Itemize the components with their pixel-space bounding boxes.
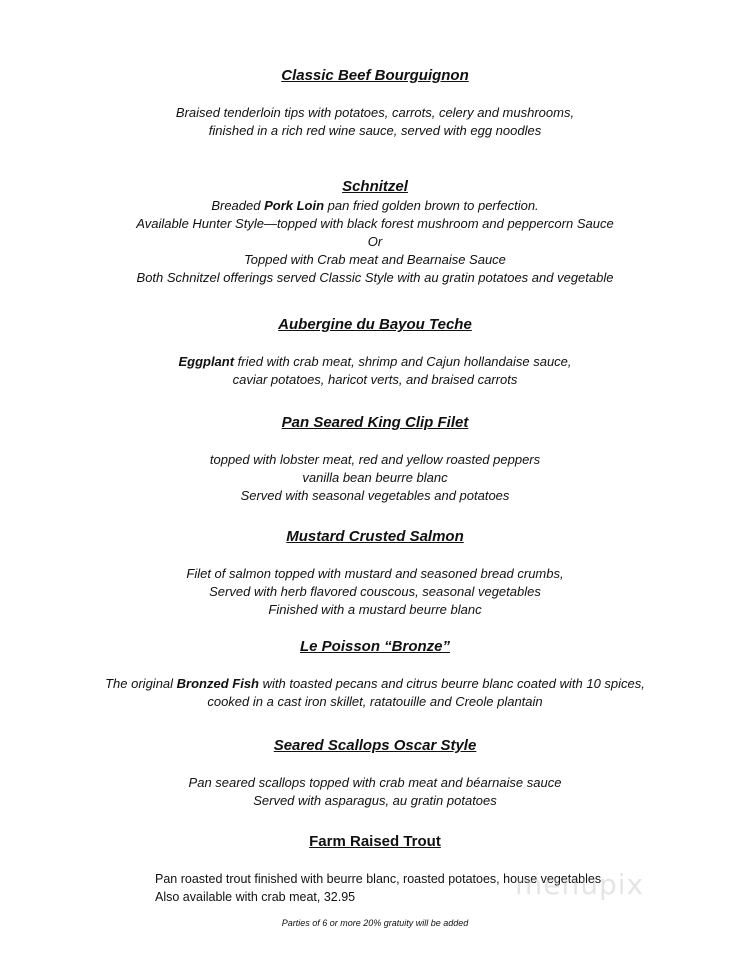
dish-description (0, 675, 750, 711)
dish-description (0, 774, 750, 810)
description-text: Or (367, 234, 383, 249)
description-text: Topped with Crab meat and Bearnaise Sauce (244, 252, 506, 267)
description-line (0, 353, 750, 371)
description-line (0, 601, 750, 619)
description-line (0, 583, 750, 601)
description-line (0, 104, 750, 122)
description-line (0, 469, 750, 487)
description-line (0, 451, 750, 469)
description-line (0, 233, 750, 251)
description-text: Breaded (211, 198, 265, 213)
dish-scallops (0, 736, 750, 810)
description-line (0, 774, 750, 792)
description-text: topped with lobster meat, red and yellow roasted peppers (209, 452, 541, 467)
highlighted-ingredient: Eggplant (178, 354, 235, 369)
description-line (0, 792, 750, 810)
description-text: Served with asparagus, au gratin potatoes (253, 793, 497, 808)
description-text: Both Schnitzel offerings served Classic Style with au gratin potatoes and vegetable (136, 270, 614, 285)
description-text: cooked in a cast iron skillet, ratatouille and Creole plantain (207, 694, 543, 709)
description-text: Served with herb flavored couscous, seasonal vegetables (209, 584, 541, 599)
description-line (0, 371, 750, 389)
description-line (0, 269, 750, 287)
dish-description (0, 197, 750, 287)
description-text: The original (105, 676, 177, 691)
description-text: Braised tenderloin tips with potatoes, carrots, celery and mushrooms, (175, 105, 575, 120)
description-text: caviar potatoes, haricot verts, and braised carrots (232, 372, 518, 387)
description-text: pan fried golden brown to perfection. (324, 198, 539, 213)
description-line (0, 675, 750, 693)
dish-description (0, 104, 750, 140)
trout-line: Also available with crab meat, 32.95 (155, 890, 356, 904)
dish-title: Classic Beef Bourguignon (281, 67, 469, 84)
dish-salmon (0, 527, 750, 619)
highlighted-ingredient: Bronzed Fish (176, 676, 259, 691)
description-text: fried with crab meat, shrimp and Cajun hollandaise sauce, (234, 354, 572, 369)
watermark-logo: menupix (515, 868, 645, 901)
dish-schnitzel (0, 177, 750, 287)
description-line (0, 487, 750, 505)
dish-title: Le Poisson “Bronze” (299, 638, 451, 655)
dish-title: Aubergine du Bayou Teche (278, 316, 472, 333)
description-text: Pan seared scallops topped with crab meat and béarnaise sauce (188, 775, 562, 790)
dish-trout (0, 832, 750, 852)
description-text: Filet of salmon topped with mustard and seasoned bread crumbs, (186, 566, 564, 581)
dish-title: Mustard Crusted Salmon (286, 528, 464, 545)
highlighted-ingredient: Pork Loin (264, 198, 325, 213)
description-line (0, 565, 750, 583)
dish-title: Pan Seared King Clip Filet (281, 414, 469, 431)
description-line (0, 251, 750, 269)
dish-title: Schnitzel (342, 178, 408, 195)
description-line (0, 693, 750, 711)
description-line (0, 215, 750, 233)
description-line (0, 197, 750, 215)
description-text: finished in a rich red wine sauce, served with egg noodles (208, 123, 542, 138)
dish-le-poisson (0, 637, 750, 711)
description-text: vanilla bean beurre blanc (302, 470, 448, 485)
description-text: Finished with a mustard beurre blanc (268, 602, 482, 617)
description-text: with toasted pecans and citrus beurre blanc coated with 10 spices, (259, 676, 645, 691)
trout-line: Pan roasted trout finished with beurre blanc, roasted potatoes, house vegetables (155, 872, 602, 886)
dish-aubergine (0, 315, 750, 389)
dish-title: Farm Raised Trout (309, 833, 441, 850)
dish-beef-bourguignon (0, 66, 750, 140)
dish-description (0, 353, 750, 389)
description-line (0, 122, 750, 140)
description-text: Available Hunter Style—topped with black forest mushroom and peppercorn Sauce (136, 216, 614, 231)
description-text: Served with seasonal vegetables and potatoes (240, 488, 510, 503)
dish-description (0, 565, 750, 619)
gratuity-note: Parties of 6 or more 20% gratuity will be added (281, 918, 469, 928)
dish-description (0, 451, 750, 505)
dish-king-clip (0, 413, 750, 505)
dish-title: Seared Scallops Oscar Style (273, 737, 477, 754)
